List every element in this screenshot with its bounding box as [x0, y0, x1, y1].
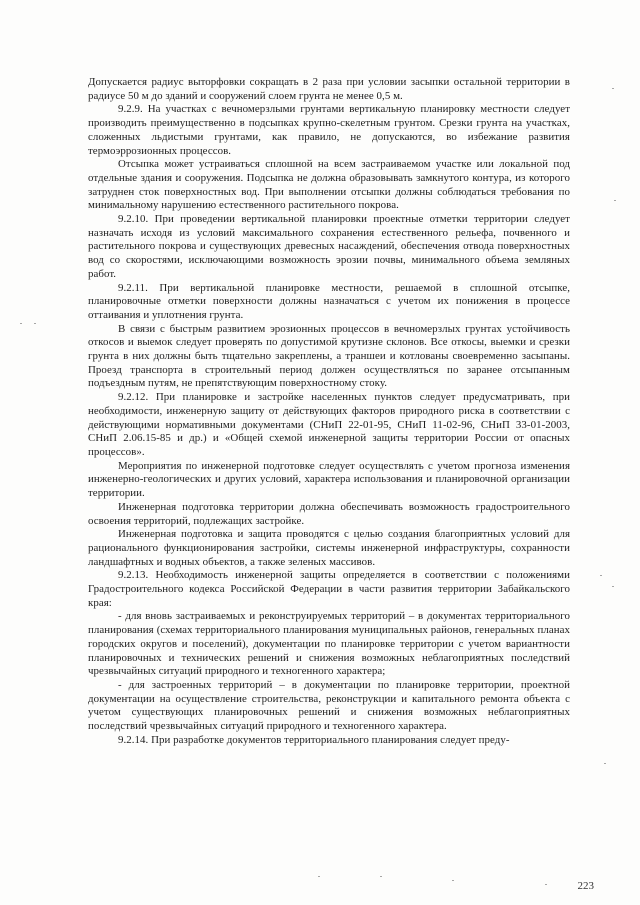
body-text	[88, 76, 570, 747]
paragraph-continuation: Допускается радиус выторфовки сокращать в 2 раза при условии засыпки остальной территории в радиусе 50 м до зданий и сооружений слоем грунта не менее 0,5 м.	[88, 76, 570, 102]
scan-speck	[20, 323, 22, 324]
scan-speck	[380, 876, 382, 877]
scan-speck	[600, 575, 602, 576]
list-item-new-territories: - для вновь застраиваемых и реконструируемых территорий – в документах территориального планирования (схемах территориального планирования муниципальных районов, генеральных планах городских округов и поселений), документации по планировке территории с учетом вариантности планировочных и технических решений и снижения возможных неблагоприятных последствий чрезвычайных ситуаций природного и техногенного характера;	[88, 610, 570, 678]
page-number: 223	[577, 880, 594, 892]
list-item-built-territories: - для застроенных территорий – в документации по планировке территории, проектной документации на осуществление строительства, реконструкции и капитального ремонта объекта с учетом существующих планировочных решений и снижения возможных неблагоприятных последствий чрезвычайных ситуаций природного и техногенного характера.	[88, 678, 570, 733]
paragraph-9-2-9: 9.2.9. На участках с вечномерзлыми грунтами вертикальную планировку местности следует производить преимущественно в подсыпках крупно-скелетным грунтом. Срезки грунта на участках, сложенных льдистыми грунтами, как правило, не допускаются, во избежание развития термоэррозионных процессов.	[88, 103, 570, 157]
scan-speck	[604, 763, 606, 764]
scan-speck	[545, 884, 547, 885]
paragraph-measures: Мероприятия по инженерной подготовке следует осуществлять с учетом прогноза изменения инженерно-геологических и других условий, характера использования и планировочной организации территории.	[88, 459, 570, 500]
paragraph-9-2-11: 9.2.11. При вертикальной планировке местности, решаемой в сплошной отсыпке, планировочные отметки поверхности должны назначаться с учетом их понижения в процессе оттаивания и уплотнения грунта.	[88, 281, 570, 321]
scan-speck	[614, 200, 616, 201]
paragraph-engineering-protection: Инженерная подготовка и защита проводятся с целью создания благоприятных условий для рационального функционирования застройки, системы инженерной инфраструктуры, сохранности ландшафтных и водных объектов, а также зеленых массивов.	[88, 528, 570, 568]
paragraph-erosion: В связи с быстрым развитием эрозионных процессов в вечномерзлых грунтах устойчивость откосов и выемок следует проверять по допустимой крутизне склонов. Все откосы, выемки и срезки грунта в них должны быть тщательно закреплены, а траншеи и котлованы своевременно засыпаны. Проезд транспорта в строительный период должен осуществляться по заранее отсыпанным подъездным путям, не препятствующим поверхностному стоку.	[88, 322, 570, 390]
scan-speck	[612, 586, 614, 587]
scan-speck	[452, 880, 454, 881]
paragraph-9-2-10: 9.2.10. При проведении вертикальной планировки проектные отметки территории следует назначать исходя из условий максимального сохранения естественного рельефа, почвенного и растительного покрова и существующих древесных насаждений, обеспечения отвода поверхностных вод со скоростями, исключающими возможность эрозии почвы, минимального объема земляных работ.	[88, 213, 570, 280]
scan-speck	[612, 88, 614, 89]
paragraph-9-2-12: 9.2.12. При планировке и застройке населенных пунктов следует предусматривать, при необходимости, инженерную защиту от действующих факторов природного риска в соответствии с действующими нормативными документами (СНиП 22-01-95, СНиП 11-02-96, СНиП 33-01-2003, СНиП 2.06.15-85 и др.) и «Общей схемой инженерной защиты территории России от опасных процессов».	[88, 391, 570, 458]
paragraph-fill: Отсыпка может устраиваться сплошной на всем застраиваемом участке или локальной под отдельные здания и сооружения. Подсыпка не должна образовывать замкнутого контура, из которого затруднен сток поверхностных вод. При выполнении отсыпки должны соблюдаться требования по минимальному нарушению естественного растительного покрова.	[88, 158, 570, 212]
paragraph-9-2-14: 9.2.14. При разработке документов территориального планирования следует преду-	[118, 733, 510, 746]
scan-speck	[34, 323, 36, 324]
paragraph-9-2-13: 9.2.13. Необходимость инженерной защиты определяется в соответствии с положениями Градостроительного кодекса Российской Федерации в части развития территории Забайкальского края:	[88, 569, 570, 609]
paragraph-engineering-prep: Инженерная подготовка территории должна обеспечивать возможность градостроительного освоения территорий, подлежащих застройке.	[88, 500, 570, 527]
scan-speck	[318, 876, 320, 877]
